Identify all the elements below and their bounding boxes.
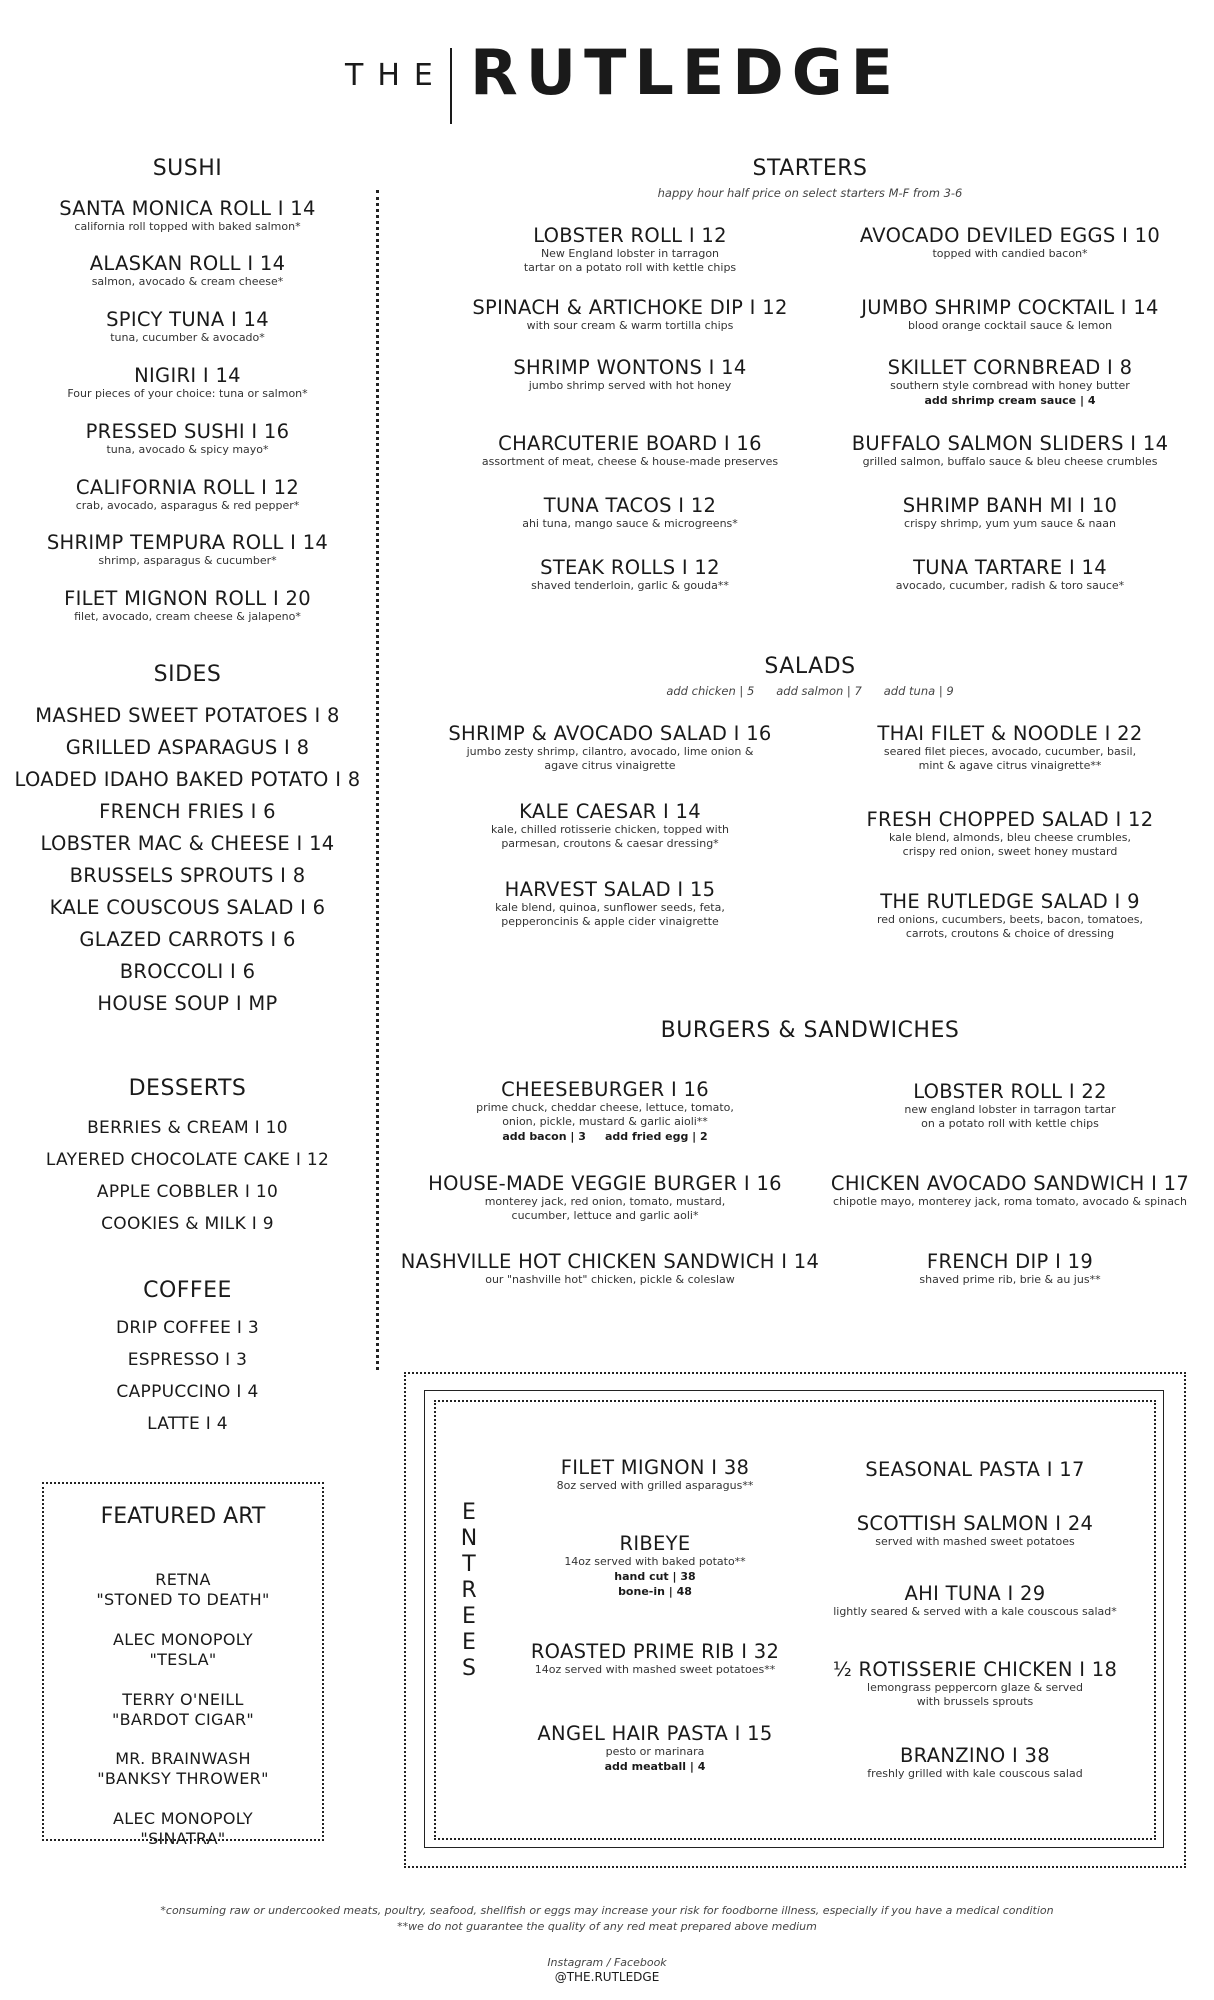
menu-item (810, 1458, 1140, 1481)
menu-item (440, 296, 820, 333)
item-desc: southern style cornbread with honey butter (890, 379, 1130, 392)
menu-item (490, 1722, 820, 1774)
menu-item (400, 1250, 820, 1287)
item-desc: kale blend, quinoa, sunflower seeds, feta, (495, 901, 725, 914)
menu-item (810, 1744, 1140, 1781)
side-item: KALE COUSCOUS SALAD I 6 (49, 896, 326, 919)
menu-item (490, 1532, 820, 1599)
happy-hour-note: happy hour half price on select starters M-F from 3-6 (657, 186, 963, 200)
menu-item (820, 296, 1200, 333)
item-desc: with brussels sprouts (916, 1695, 1034, 1708)
coffee-item: LATTE I 4 (147, 1414, 228, 1434)
social-handle[interactable]: @THE.RUTLEDGE (554, 1970, 660, 1984)
item-name: CHEESEBURGER I 16 (501, 1078, 709, 1101)
desserts-title: DESSERTS (128, 1076, 247, 1101)
side-item: LOBSTER MAC & CHEESE I 14 (40, 832, 335, 855)
item-desc: tuna, avocado & spicy mayo* (106, 443, 269, 456)
item-desc: parmesan, croutons & caesar dressing* (501, 837, 719, 850)
item-addon: hand cut | 38 (614, 1570, 696, 1583)
menu-item (820, 494, 1200, 531)
side-item: BROCCOLI I 6 (119, 960, 256, 983)
art-artist: ALEC MONOPOLY (113, 1630, 253, 1649)
menu-item (820, 722, 1200, 773)
item-name: PRESSED SUSHI I 16 (85, 420, 290, 443)
item-desc: kale, chilled rotisserie chicken, topped with (490, 823, 730, 836)
featured-art-title: FEATURED ART (100, 1504, 266, 1529)
item-name: THAI FILET & NOODLE I 22 (877, 722, 1143, 745)
item-name: FRENCH DIP I 19 (926, 1250, 1094, 1273)
art-work: "BANKSY THROWER" (97, 1769, 269, 1788)
item-desc: monterey jack, red onion, tomato, mustard, (484, 1195, 726, 1208)
art-entry (44, 1630, 322, 1670)
side-item: FRENCH FRIES I 6 (99, 800, 276, 823)
art-work: "TESLA" (149, 1650, 217, 1669)
item-desc: topped with candied bacon* (932, 247, 1088, 260)
entrees-title-text: ENTREES (456, 1500, 482, 1682)
menu-item (440, 432, 820, 469)
item-desc: salmon, avocado & cream cheese* (91, 275, 284, 288)
item-addon: add bacon | 3 add fried egg | 2 (502, 1130, 708, 1143)
item-name: HARVEST SALAD I 15 (504, 878, 716, 901)
item-desc: crispy shrimp, yum yum sauce & naan (904, 517, 1116, 530)
coffee-item: ESPRESSO I 3 (127, 1350, 248, 1370)
menu-item (810, 1172, 1210, 1209)
item-desc: prime chuck, cheddar cheese, lettuce, tomato, (476, 1101, 734, 1114)
item-name: SPICY TUNA I 14 (106, 308, 269, 331)
item-desc: mint & agave citrus vinaigrette** (918, 759, 1102, 772)
item-desc: new england lobster in tarragon tartar (904, 1103, 1116, 1116)
item-desc: 14oz served with mashed sweet potatoes** (534, 1663, 776, 1676)
item-name: SANTA MONICA ROLL I 14 (59, 197, 316, 220)
item-desc: filet, avocado, cream cheese & jalapeno* (74, 610, 301, 623)
menu-item (420, 800, 800, 851)
starters-title: STARTERS (752, 156, 868, 181)
dessert-item: LAYERED CHOCOLATE CAKE I 12 (45, 1150, 330, 1170)
item-name: SKILLET CORNBREAD I 8 (887, 356, 1133, 379)
item-desc: red onions, cucumbers, beets, bacon, tomatoes, (876, 913, 1144, 926)
side-item: HOUSE SOUP I MP (97, 992, 278, 1015)
item-name: CHICKEN AVOCADO SANDWICH I 17 (830, 1172, 1190, 1195)
menu-item (0, 308, 375, 345)
item-desc: onion, pickle, mustard & garlic aioli** (502, 1115, 708, 1128)
item-desc: california roll topped with baked salmon* (74, 220, 301, 233)
item-desc: blood orange cocktail sauce & lemon (907, 319, 1113, 332)
art-entry (44, 1570, 322, 1610)
dessert-item: COOKIES & MILK I 9 (101, 1214, 274, 1234)
sushi-title: SUSHI (152, 156, 223, 181)
dessert-item: APPLE COBBLER I 10 (96, 1182, 279, 1202)
item-name: SCOTTISH SALMON I 24 (856, 1512, 1094, 1535)
side-item: GRILLED ASPARAGUS I 8 (65, 736, 310, 759)
item-desc: assortment of meat, cheese & house-made preserves (481, 455, 779, 468)
item-desc: jumbo shrimp served with hot honey (528, 379, 732, 392)
item-name: FILET MIGNON ROLL I 20 (64, 587, 311, 610)
art-entry (44, 1749, 322, 1789)
item-desc: agave citrus vinaigrette (544, 759, 676, 772)
side-item: LOADED IDAHO BAKED POTATO I 8 (14, 768, 361, 791)
item-name: FILET MIGNON I 38 (560, 1456, 750, 1479)
art-artist: TERRY O'NEILL (122, 1690, 244, 1709)
menu-item (420, 722, 800, 773)
raw-food-warning: *consuming raw or undercooked meats, poultry, seafood, shellfish or eggs may increase your risk for foodborne illness, especially if you have a medical condition (160, 1904, 1054, 1917)
item-desc: tartar on a potato roll with kettle chips (523, 261, 737, 274)
coffee-item: DRIP COFFEE I 3 (116, 1318, 259, 1338)
item-name: SHRIMP & AVOCADO SALAD I 16 (448, 722, 772, 745)
item-name: RIBEYE (619, 1532, 691, 1555)
item-desc: jumbo zesty shrimp, cilantro, avocado, lime onion & (466, 745, 754, 758)
column-divider (376, 190, 379, 1370)
item-addon: bone-in | 48 (618, 1585, 692, 1598)
item-name: FRESH CHOPPED SALAD I 12 (866, 808, 1154, 831)
art-work: "SINATRA" (140, 1829, 226, 1848)
art-artist: MR. BRAINWASH (115, 1749, 251, 1768)
salads-title: SALADS (764, 654, 856, 679)
menu-item (440, 494, 820, 531)
item-desc: served with mashed sweet potatoes (875, 1535, 1075, 1548)
menu-item (0, 364, 375, 401)
item-name: STEAK ROLLS I 12 (540, 556, 720, 579)
item-desc: lightly seared & served with a kale couscous salad* (833, 1605, 1117, 1618)
item-name: HOUSE-MADE VEGGIE BURGER I 16 (428, 1172, 782, 1195)
logo-divider (450, 48, 452, 124)
menu-item (410, 1172, 800, 1223)
item-name: KALE CAESAR I 14 (519, 800, 701, 823)
item-name: JUMBO SHRIMP COCKTAIL I 14 (861, 296, 1159, 319)
item-desc: 14oz served with baked potato** (564, 1555, 746, 1568)
menu-item (0, 587, 375, 624)
dessert-item: BERRIES & CREAM I 10 (87, 1118, 288, 1138)
art-entry (44, 1690, 322, 1730)
item-desc: seared filet pieces, avocado, cucumber, basil, (883, 745, 1137, 758)
side-item: BRUSSELS SPROUTS I 8 (69, 864, 306, 887)
sides-title: SIDES (153, 662, 222, 687)
item-desc: New England lobster in tarragon (540, 247, 720, 260)
item-desc: chipotle mayo, monterey jack, roma tomato, avocado & spinach (833, 1195, 1187, 1208)
menu-item (820, 808, 1200, 859)
item-desc: shrimp, asparagus & cucumber* (98, 554, 277, 567)
salad-addons (400, 684, 1214, 698)
menu-item (820, 356, 1200, 408)
item-desc: lemongrass peppercorn glaze & served (867, 1681, 1083, 1694)
menu-item (810, 1658, 1140, 1709)
item-name: TUNA TACOS I 12 (543, 494, 717, 517)
menu-item (0, 531, 375, 568)
item-addon: add shrimp cream sauce | 4 (924, 394, 1096, 407)
entrees-title (454, 1500, 484, 1682)
item-desc: 8oz served with grilled asparagus** (556, 1479, 754, 1492)
art-artist: RETNA (155, 1570, 211, 1589)
item-desc: freshly grilled with kale couscous salad (867, 1767, 1083, 1780)
item-desc: tuna, cucumber & avocado* (110, 331, 265, 344)
item-name: SHRIMP BANH MI I 10 (902, 494, 1118, 517)
item-name: SEASONAL PASTA I 17 (865, 1458, 1085, 1481)
item-name: ANGEL HAIR PASTA I 15 (537, 1722, 773, 1745)
item-name: BRANZINO I 38 (900, 1744, 1050, 1767)
item-name: THE RUTLEDGE SALAD I 9 (880, 890, 1140, 913)
item-desc: pesto or marinara (605, 1745, 705, 1758)
item-name: SHRIMP WONTONS I 14 (513, 356, 747, 379)
menu-item (820, 1080, 1200, 1131)
item-desc: carrots, croutons & choice of dressing (905, 927, 1115, 940)
item-desc: on a potato roll with kettle chips (921, 1117, 1099, 1130)
item-desc: shaved prime rib, brie & au jus** (919, 1273, 1101, 1286)
item-name: NIGIRI I 14 (134, 364, 241, 387)
item-desc: crab, avocado, asparagus & red pepper* (75, 499, 300, 512)
item-name: TUNA TARTARE I 14 (913, 556, 1107, 579)
item-desc: kale blend, almonds, bleu cheese crumbles, (888, 831, 1132, 844)
art-entry (44, 1809, 322, 1849)
item-name: AHI TUNA I 29 (904, 1582, 1046, 1605)
item-desc: grilled salmon, buffalo sauce & bleu cheese crumbles (862, 455, 1158, 468)
menu-item (440, 556, 820, 593)
item-name: ½ ROTISSERIE CHICKEN I 18 (832, 1658, 1118, 1681)
burgers-title: BURGERS & SANDWICHES (660, 1018, 960, 1043)
item-desc: cucumber, lettuce and garlic aoli* (511, 1209, 699, 1222)
item-desc: crispy red onion, sweet honey mustard (902, 845, 1118, 858)
red-meat-disclaimer: **we do not guarantee the quality of any red meat prepared above medium (397, 1920, 817, 1933)
menu-item (0, 420, 375, 457)
logo-name: RUTLEDGE (470, 36, 901, 109)
item-addon: add meatball | 4 (604, 1760, 706, 1773)
menu-item (820, 1250, 1200, 1287)
item-desc: with sour cream & warm tortilla chips (526, 319, 734, 332)
menu-item (820, 432, 1200, 469)
item-name: CHARCUTERIE BOARD I 16 (498, 432, 762, 455)
menu-item (820, 224, 1200, 261)
item-desc: avocado, cucumber, radish & toro sauce* (895, 579, 1125, 592)
menu-item (800, 1582, 1150, 1619)
item-name: BUFFALO SALMON SLIDERS I 14 (851, 432, 1169, 455)
coffee-item: CAPPUCCINO I 4 (116, 1382, 259, 1402)
item-desc: pepperoncinis & apple cider vinaigrette (501, 915, 719, 928)
item-name: AVOCADO DEVILED EGGS I 10 (859, 224, 1161, 247)
menu-item (490, 1640, 820, 1677)
coffee-title: COFFEE (143, 1278, 232, 1303)
menu-item (0, 197, 375, 234)
menu-item (0, 252, 375, 289)
item-desc: Four pieces of your choice: tuna or salmon* (67, 387, 308, 400)
item-name: SHRIMP TEMPURA ROLL I 14 (46, 531, 329, 554)
item-desc: ahi tuna, mango sauce & microgreens* (522, 517, 738, 530)
menu-item (440, 356, 820, 393)
menu-item (440, 224, 820, 275)
art-work: "BARDOT CIGAR" (111, 1710, 255, 1729)
item-desc: our "nashville hot" chicken, pickle & coleslaw (485, 1273, 735, 1286)
item-desc: shaved tenderloin, garlic & gouda** (531, 579, 729, 592)
menu-item (810, 1512, 1140, 1549)
item-name: NASHVILLE HOT CHICKEN SANDWICH I 14 (400, 1250, 820, 1273)
menu-item (820, 890, 1200, 941)
item-name: SPINACH & ARTICHOKE DIP I 12 (472, 296, 788, 319)
art-work: "STONED TO DEATH" (96, 1590, 270, 1609)
art-artist: ALEC MONOPOLY (113, 1809, 253, 1828)
item-name: LOBSTER ROLL I 12 (533, 224, 727, 247)
social-label: Instagram / Facebook (547, 1956, 667, 1969)
featured-art-box (42, 1482, 324, 1848)
menu-item (490, 1456, 820, 1493)
menu-item (0, 476, 375, 513)
side-item: GLAZED CARROTS I 6 (79, 928, 296, 951)
salad-addon: add chicken | 5 (666, 684, 755, 698)
salad-addon: add salmon | 7 (776, 684, 862, 698)
item-name: CALIFORNIA ROLL I 12 (75, 476, 300, 499)
salad-addon: add tuna | 9 (883, 684, 954, 698)
item-name: ROASTED PRIME RIB I 32 (530, 1640, 780, 1663)
item-name: LOBSTER ROLL I 22 (913, 1080, 1107, 1103)
menu-item (420, 878, 800, 929)
menu-item (820, 556, 1200, 593)
menu-item (410, 1078, 800, 1144)
side-item: MASHED SWEET POTATOES I 8 (35, 704, 340, 727)
item-name: ALASKAN ROLL I 14 (89, 252, 286, 275)
logo-the: THE (345, 58, 447, 93)
